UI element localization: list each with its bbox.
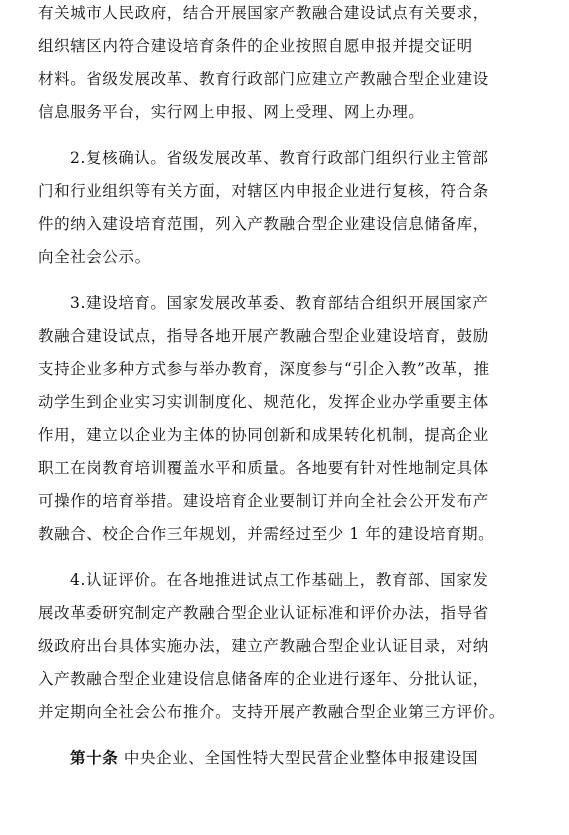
paragraph-line: 入产教融合型企业建设信息储备库的企业进行逐年、分批认证， <box>38 670 489 688</box>
paragraph-line: 向全社会公示。 <box>38 248 151 266</box>
article-line <box>70 745 538 771</box>
paragraph-line: 级政府出台具体实施办法，建立产教融合型企业认证目录，对纳 <box>38 637 489 655</box>
paragraph-line: 并定期向全社会公布推介。支持开展产教融合型企业第三方评价。 <box>38 703 505 721</box>
paragraph-line: 动学生到企业实习实训制度化、规范化，发挥企业办学重要主体 <box>38 393 489 411</box>
paragraph-line: 展改革委研究制定产教融合型企业认证标准和评价办法，指导省 <box>38 604 489 622</box>
paragraph-line: 教融合、校企合作三年规划，并需经过至少 1 年的建设培育期。 <box>38 525 495 543</box>
paragraph-line: 支持企业多种方式参与举办教育，深度参与“引企入教”改革，推 <box>38 360 490 378</box>
paragraph-line: 作用，建立以企业为主体的协同创新和成果转化机制，提高企业 <box>38 426 489 444</box>
article-heading: 第十条 <box>70 748 119 767</box>
paragraph-line: 2.复核确认。省级发展改革、教育行政部门组织行业主管部 <box>70 149 489 167</box>
paragraph-line: 信息服务平台，实行网上申报、网上受理、网上办理。 <box>38 103 425 121</box>
paragraph-line: 4.认证评价。在各地推进试点工作基础上，教育部、国家发 <box>70 571 489 589</box>
paragraph-line: 有关城市人民政府，结合开展国家产教融合建设试点有关要求， <box>38 4 489 22</box>
paragraph-line: 职工在岗教育培训覆盖水平和质量。各地要有针对性地制定具体 <box>38 459 489 477</box>
paragraph-line: 件的纳入建设培育范围，列入产教融合型企业建设信息储备库， <box>38 215 489 233</box>
paragraph-line: 门和行业组织等有关方面，对辖区内申报企业进行复核，符合条 <box>38 182 489 200</box>
paragraph-line: 组织辖区内符合建设培育条件的企业按照自愿申报并提交证明 <box>38 37 473 55</box>
paragraph-line: 教融合建设试点，指导各地开展产教融合型企业建设培育，鼓励 <box>38 327 489 345</box>
paragraph-line: 3.建设培育。国家发展改革委、教育部结合组织开展国家产 <box>70 294 489 312</box>
paragraph-line: 材料。省级发展改革、教育行政部门应建立产教融合型企业建设 <box>38 70 489 88</box>
article-text: 中央企业、全国性特大型民营企业整体申报建设国 <box>123 749 479 767</box>
paragraph-line: 可操作的培育举措。建设培育企业要制订并向全社会公开发布产 <box>38 492 489 510</box>
